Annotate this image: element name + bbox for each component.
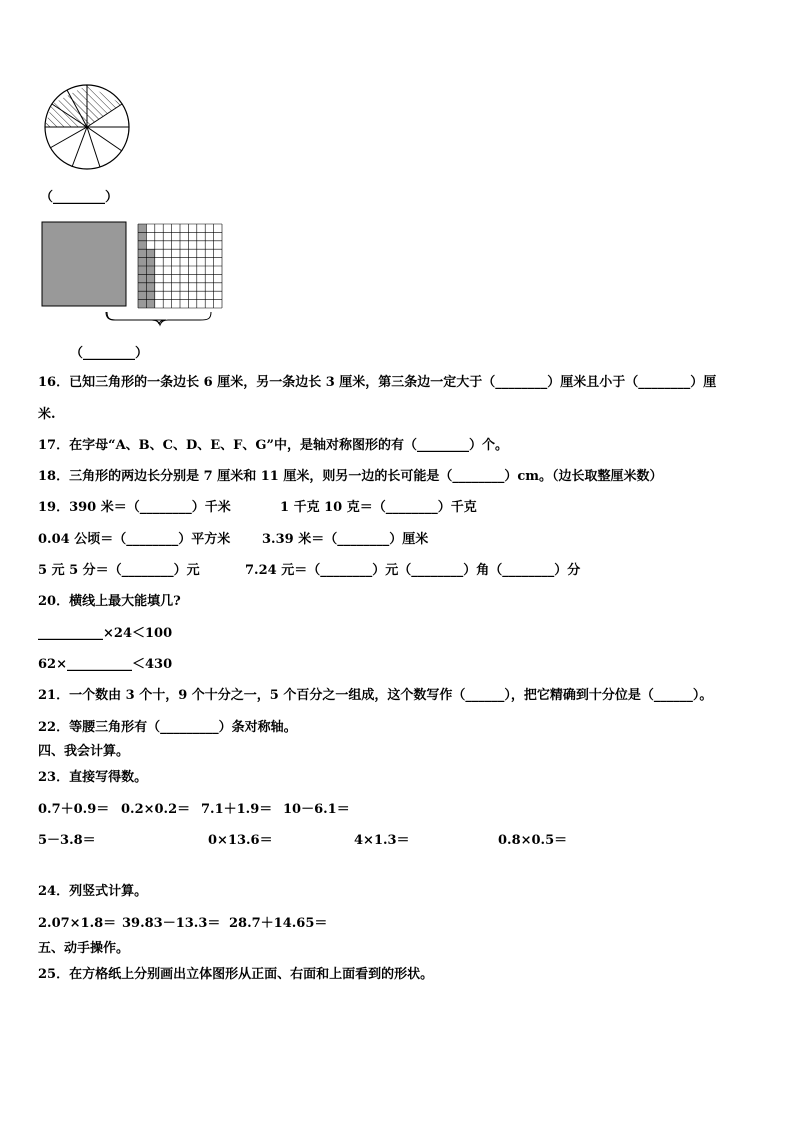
whole-shaded-square [42,222,126,306]
question-21: 21．一个数由 3 个十，9 个十分之一，5 个百分之一组成，这个数写作（______），把它精确到十分位是（______）。 [38,688,713,703]
section-5-heading: 五、动手操作。 [38,941,130,956]
question-19-e: 5 元 5 分＝（________）元 [38,563,200,578]
q24-item3: 28.7＋14.65＝ [229,916,328,931]
question-19-b: 1 千克 10 克＝（________）千克 [280,500,477,515]
q23-row1-item3: 7.1＋1.9＝ [201,802,273,817]
q23-row1-item1: 0.7＋0.9＝ [38,802,110,817]
q23-row2-item3: 4×1.3＝ [354,833,410,848]
question-18: 18．三角形的两边长分别是 7 厘米和 11 厘米，则另一边的长可能是（________）cm。（边长取整厘米数） [38,469,663,484]
question-19-f: 7.24 元＝（________）元（________）角（________）分 [245,563,581,578]
question-22: 22．等腰三角形有（_________）条对称轴。 [38,720,297,735]
shaded-partial-column [146,249,154,308]
grid-answer-blank: （________） [70,346,149,361]
question-16-line1: 16．已知三角形的一条边长 6 厘米，另一条边长 3 厘米，第三条边一定大于（________）厘米且小于（________）厘 [38,375,717,390]
brace-icon [106,312,166,324]
question-17: 17．在字母“A、B、C、D、E、F、G”中，是轴对称图形的有（________）个。 [38,438,508,453]
decimal-grid-figure [40,220,230,330]
fraction-circle-figure [42,84,132,174]
question-20: 20．横线上最大能填几? [38,594,181,609]
question-19-a: 19．390 米＝（________）千米 [38,500,231,515]
question-23: 23．直接写得数。 [38,770,148,785]
q23-row2-item2: 0×13.6＝ [208,833,273,848]
q23-row2-item4: 0.8×0.5＝ [498,833,568,848]
question-19-c: 0.04 公顷＝（________）平方米 [38,532,231,547]
question-24: 24．列竖式计算。 [38,884,148,899]
q23-row1-item2: 0.2×0.2＝ [121,802,191,817]
question-20-b: 62×__________＜430 [38,657,173,672]
circle-answer-blank: （________） [40,190,119,205]
question-20-a: __________×24＜100 [38,626,173,641]
question-16-line2: 米. [38,407,56,422]
q23-row2-item1: 5－3.8＝ [38,833,96,848]
q24-item1: 2.07×1.8＝ [38,916,117,931]
q23-row1-item4: 10－6.1＝ [283,802,350,817]
q24-item2: 39.83－13.3＝ [122,916,221,931]
question-25: 25．在方格纸上分别画出立体图形从正面、右面和上面看到的形状。 [38,967,434,982]
hundred-grid [138,224,222,308]
section-4-heading: 四、我会计算。 [38,744,130,759]
question-19-d: 3.39 米＝（________）厘米 [262,532,429,547]
